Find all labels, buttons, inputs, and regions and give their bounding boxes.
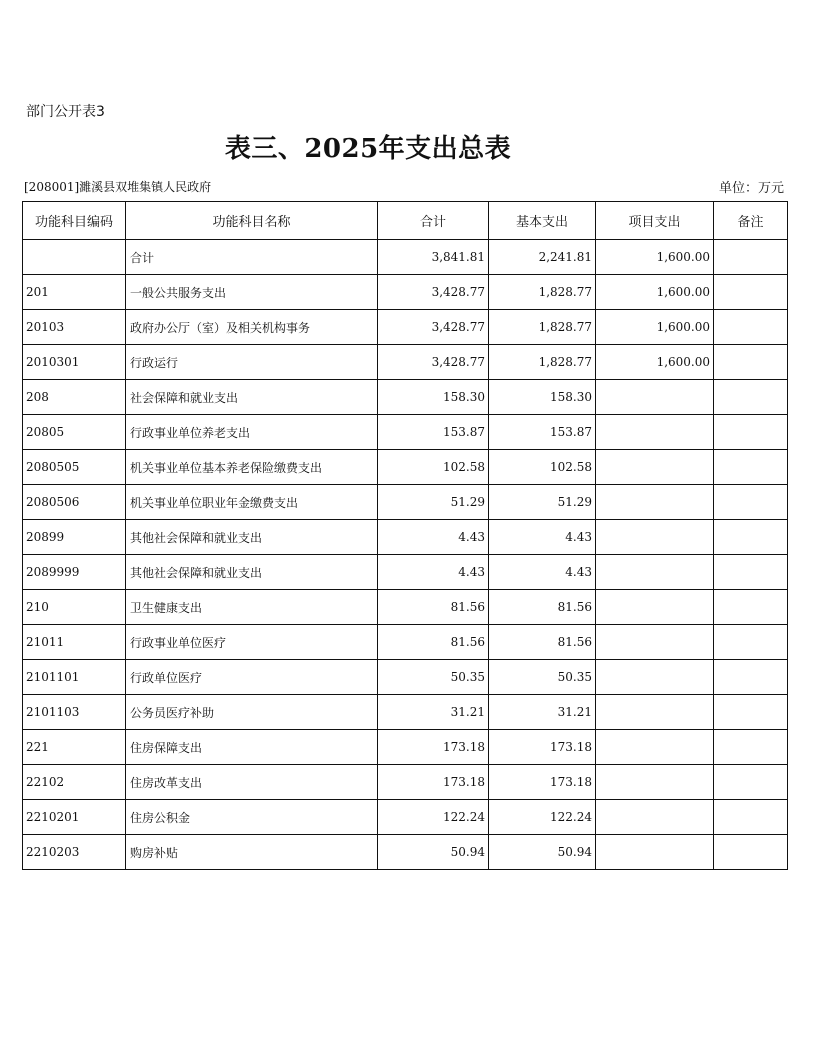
- cell-basic: 173.18: [489, 730, 596, 765]
- cell-note: [714, 240, 788, 275]
- table-row: [23, 380, 788, 415]
- cell-name: 公务员医疗补助: [126, 695, 378, 730]
- cell-code: 2210201: [23, 800, 126, 835]
- cell-note: [714, 730, 788, 765]
- cell-name: 行政单位医疗: [126, 660, 378, 695]
- cell-total: 3,428.77: [378, 345, 489, 380]
- cell-name: 住房保障支出: [126, 730, 378, 765]
- cell-basic: 31.21: [489, 695, 596, 730]
- cell-project: [596, 625, 714, 660]
- cell-name: 行政事业单位医疗: [126, 625, 378, 660]
- cell-code: 2101103: [23, 695, 126, 730]
- cell-total: 50.35: [378, 660, 489, 695]
- cell-note: [714, 800, 788, 835]
- cell-basic: 1,828.77: [489, 345, 596, 380]
- cell-project: [596, 555, 714, 590]
- cell-basic: 81.56: [489, 625, 596, 660]
- table-row: [23, 555, 788, 590]
- expenditure-table: [22, 201, 788, 870]
- table-row: [23, 450, 788, 485]
- cell-project: [596, 450, 714, 485]
- cell-total: 102.58: [378, 450, 489, 485]
- cell-code: 208: [23, 380, 126, 415]
- cell-basic: 50.35: [489, 660, 596, 695]
- cell-name: 行政事业单位养老支出: [126, 415, 378, 450]
- cell-project: [596, 415, 714, 450]
- cell-project: 1,600.00: [596, 240, 714, 275]
- cell-name: 其他社会保障和就业支出: [126, 520, 378, 555]
- cell-name: 社会保障和就业支出: [126, 380, 378, 415]
- cell-basic: 4.43: [489, 555, 596, 590]
- cell-code: [23, 240, 126, 275]
- cell-total: 173.18: [378, 730, 489, 765]
- cell-project: [596, 765, 714, 800]
- cell-total: 51.29: [378, 485, 489, 520]
- cell-basic: 50.94: [489, 835, 596, 870]
- cell-total: 3,841.81: [378, 240, 489, 275]
- cell-name: 其他社会保障和就业支出: [126, 555, 378, 590]
- cell-total: 81.56: [378, 590, 489, 625]
- column-header-code: 功能科目编码: [23, 202, 126, 240]
- cell-project: 1,600.00: [596, 310, 714, 345]
- cell-note: [714, 555, 788, 590]
- cell-project: [596, 485, 714, 520]
- cell-note: [714, 520, 788, 555]
- column-header-name: 功能科目名称: [126, 202, 378, 240]
- cell-basic: 158.30: [489, 380, 596, 415]
- cell-name: 政府办公厅（室）及相关机构事务: [126, 310, 378, 345]
- table-row: [23, 625, 788, 660]
- cell-code: 21011: [23, 625, 126, 660]
- column-header-project: 项目支出: [596, 202, 714, 240]
- cell-basic: 173.18: [489, 765, 596, 800]
- cell-total: 4.43: [378, 520, 489, 555]
- cell-total: 50.94: [378, 835, 489, 870]
- cell-name: 行政运行: [126, 345, 378, 380]
- cell-code: 2101101: [23, 660, 126, 695]
- cell-name: 合计: [126, 240, 378, 275]
- cell-basic: 81.56: [489, 590, 596, 625]
- cell-basic: 153.87: [489, 415, 596, 450]
- cell-note: [714, 345, 788, 380]
- table-row: [23, 240, 788, 275]
- cell-project: 1,600.00: [596, 345, 714, 380]
- cell-note: [714, 625, 788, 660]
- column-header-basic: 基本支出: [489, 202, 596, 240]
- cell-code: 2210203: [23, 835, 126, 870]
- cell-note: [714, 415, 788, 450]
- cell-name: 卫生健康支出: [126, 590, 378, 625]
- cell-code: 2010301: [23, 345, 126, 380]
- cell-project: [596, 590, 714, 625]
- organization-label: [208001]濉溪县双堆集镇人民政府: [24, 180, 212, 194]
- cell-note: [714, 590, 788, 625]
- cell-note: [714, 450, 788, 485]
- cell-name: 一般公共服务支出: [126, 275, 378, 310]
- cell-total: 158.30: [378, 380, 489, 415]
- table-row: [23, 695, 788, 730]
- cell-note: [714, 835, 788, 870]
- cell-project: [596, 800, 714, 835]
- cell-project: [596, 835, 714, 870]
- cell-note: [714, 695, 788, 730]
- cell-project: 1,600.00: [596, 275, 714, 310]
- cell-basic: 102.58: [489, 450, 596, 485]
- cell-basic: 1,828.77: [489, 275, 596, 310]
- cell-code: 2080506: [23, 485, 126, 520]
- cell-project: [596, 730, 714, 765]
- column-header-note: 备注: [714, 202, 788, 240]
- table-row: [23, 800, 788, 835]
- table-row: [23, 835, 788, 870]
- cell-note: [714, 660, 788, 695]
- cell-project: [596, 695, 714, 730]
- cell-total: 122.24: [378, 800, 489, 835]
- table-body: [23, 240, 788, 870]
- table-row: [23, 415, 788, 450]
- cell-code: 221: [23, 730, 126, 765]
- cell-note: [714, 765, 788, 800]
- column-header-total: 合计: [378, 202, 489, 240]
- cell-total: 31.21: [378, 695, 489, 730]
- cell-basic: 2,241.81: [489, 240, 596, 275]
- cell-basic: 4.43: [489, 520, 596, 555]
- page-title: 表三、2025年支出总表: [224, 134, 512, 164]
- cell-code: 2089999: [23, 555, 126, 590]
- form-number: 部门公开表3: [26, 104, 105, 120]
- cell-basic: 1,828.77: [489, 310, 596, 345]
- table-row: [23, 485, 788, 520]
- cell-name: 住房公积金: [126, 800, 378, 835]
- table-row: [23, 275, 788, 310]
- table-row: [23, 590, 788, 625]
- table-row: [23, 660, 788, 695]
- cell-code: 2080505: [23, 450, 126, 485]
- cell-basic: 51.29: [489, 485, 596, 520]
- cell-code: 210: [23, 590, 126, 625]
- cell-name: 住房改革支出: [126, 765, 378, 800]
- cell-code: 20899: [23, 520, 126, 555]
- cell-name: 机关事业单位基本养老保险缴费支出: [126, 450, 378, 485]
- table-header-row: [23, 202, 788, 240]
- cell-note: [714, 380, 788, 415]
- table-row: [23, 345, 788, 380]
- table-row: [23, 765, 788, 800]
- cell-code: 20805: [23, 415, 126, 450]
- cell-name: 机关事业单位职业年金缴费支出: [126, 485, 378, 520]
- table-row: [23, 730, 788, 765]
- cell-total: 173.18: [378, 765, 489, 800]
- cell-total: 3,428.77: [378, 275, 489, 310]
- cell-total: 81.56: [378, 625, 489, 660]
- cell-project: [596, 380, 714, 415]
- cell-code: 201: [23, 275, 126, 310]
- cell-name: 购房补贴: [126, 835, 378, 870]
- unit-label: 单位：万元: [718, 181, 784, 196]
- cell-note: [714, 485, 788, 520]
- cell-note: [714, 310, 788, 345]
- cell-basic: 122.24: [489, 800, 596, 835]
- cell-project: [596, 520, 714, 555]
- cell-total: 4.43: [378, 555, 489, 590]
- cell-code: 22102: [23, 765, 126, 800]
- cell-note: [714, 275, 788, 310]
- table-row: [23, 520, 788, 555]
- cell-total: 153.87: [378, 415, 489, 450]
- cell-code: 20103: [23, 310, 126, 345]
- table-row: [23, 310, 788, 345]
- cell-total: 3,428.77: [378, 310, 489, 345]
- cell-project: [596, 660, 714, 695]
